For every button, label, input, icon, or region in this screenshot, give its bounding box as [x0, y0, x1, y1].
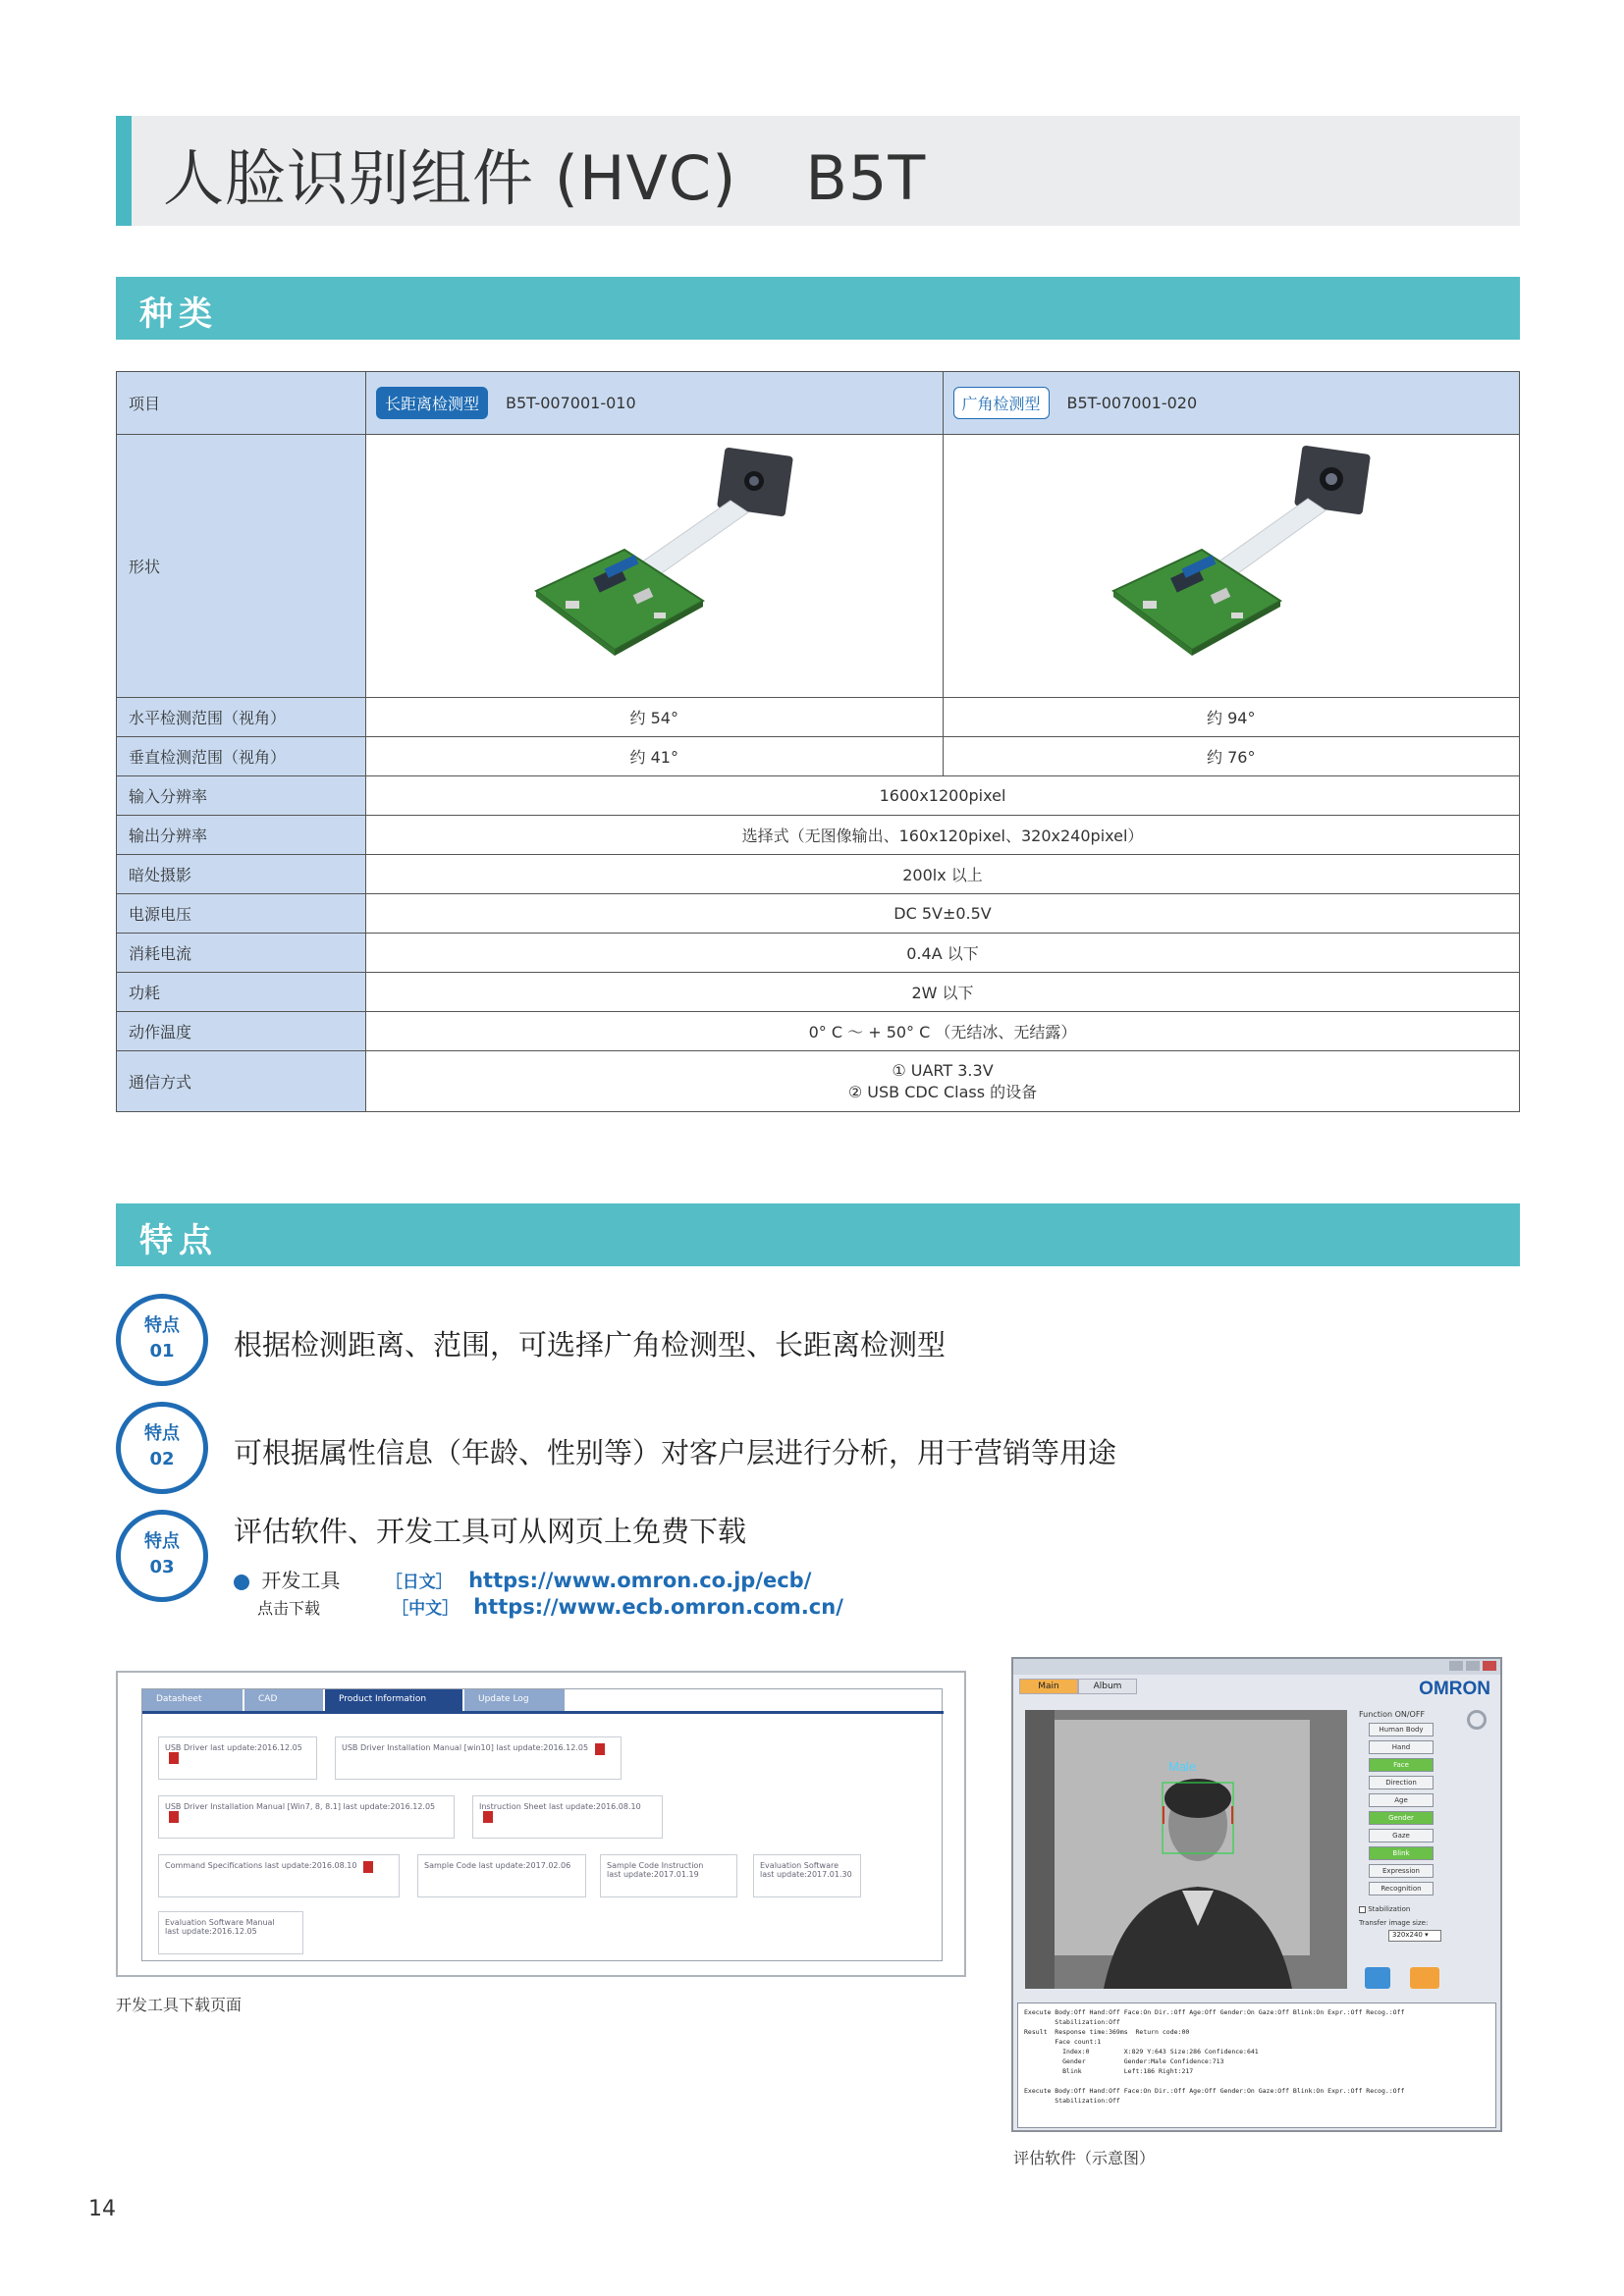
spec-row	[117, 894, 1520, 934]
download-item-name: USB Driver Installation Manual [win10]	[342, 1743, 494, 1752]
download-item-date: last update:2017.02.06	[478, 1861, 571, 1870]
spec-value-col1: 约 41°	[366, 737, 944, 776]
feature-badge-label: 特点	[144, 1531, 180, 1552]
wide-angle-model: B5T-007001-020	[1066, 394, 1198, 412]
pdf-icon	[169, 1752, 179, 1764]
spec-shape-row	[117, 435, 1520, 698]
bullet-icon	[234, 1575, 249, 1590]
spec-value: 0.4A 以下	[366, 934, 1520, 973]
fn-gaze-button[interactable]: Gaze	[1369, 1829, 1434, 1842]
page-number: 14	[88, 2197, 116, 2221]
feature-badge	[116, 1402, 208, 1494]
tab-datasheet[interactable]: Datasheet	[142, 1689, 244, 1711]
camera-image	[1025, 1710, 1347, 1989]
comm-line-2: ② USB CDC Class 的设备	[847, 1082, 1038, 1101]
spec-label: 动作温度	[117, 1012, 366, 1051]
minimize-icon[interactable]	[1449, 1661, 1463, 1671]
spec-row	[117, 973, 1520, 1012]
download-item-name: Evaluation Software Manual	[165, 1918, 275, 1927]
page-title-name: 人脸识别组件 (HVC)	[163, 142, 737, 214]
download-tag-cn: ［中文］	[392, 1599, 460, 1619]
spec-shape-col1	[366, 435, 944, 698]
spec-label: 垂直检测范围（视角）	[117, 737, 366, 776]
download-item[interactable]	[158, 1736, 317, 1780]
stabilization-checkbox[interactable]	[1359, 1906, 1366, 1913]
long-range-badge: 长距离检测型	[376, 387, 488, 419]
download-item-date: last update:2016.08.10	[549, 1802, 641, 1811]
tab-main[interactable]: Main	[1019, 1679, 1078, 1694]
pdf-icon	[595, 1743, 605, 1755]
fn-recognition-button[interactable]: Recognition	[1369, 1882, 1434, 1896]
download-tag-jp: ［日文］	[385, 1573, 453, 1592]
stabilization-label: Stabilization	[1368, 1905, 1411, 1913]
feature-text: 可根据属性信息（年龄、性别等）对客户层进行分析，用于营销等用途	[234, 1436, 1117, 1469]
spec-row-hfov	[117, 698, 1520, 737]
spec-label: 通信方式	[117, 1051, 366, 1112]
spec-label: 输入分辨率	[117, 776, 366, 816]
spec-row	[117, 816, 1520, 855]
download-item-name: USB Driver	[165, 1743, 208, 1752]
download-item[interactable]	[753, 1854, 861, 1897]
comm-line-1: ① UART 3.3V	[892, 1060, 994, 1080]
download-item-date: last update:2016.08.10	[264, 1861, 357, 1870]
tab-cad[interactable]: CAD	[244, 1689, 325, 1711]
settings-icon[interactable]	[1467, 1710, 1487, 1730]
download-item[interactable]	[158, 1911, 303, 1954]
section-types	[116, 277, 1520, 340]
section-types-title: 种类	[139, 294, 218, 334]
fn-expression-button[interactable]: Expression	[1369, 1864, 1434, 1878]
wide-angle-badge: 广角检测型	[953, 387, 1050, 419]
spec-label: 暗处摄影	[117, 855, 366, 894]
download-item-name: Command Specifications	[165, 1861, 263, 1870]
eval-software-screenshot	[1011, 1657, 1502, 2132]
download-item-date: last update:2016.12.05	[343, 1802, 436, 1811]
fn-blink-button[interactable]: Blink	[1369, 1846, 1434, 1860]
download-item-date: last update:2016.12.05	[496, 1743, 589, 1752]
dev-tool-panel	[141, 1688, 943, 1961]
feature-badge	[116, 1510, 208, 1602]
page-title	[163, 130, 926, 217]
spec-value: DC 5V±0.5V	[366, 894, 1520, 934]
function-title: Function ON/OFF	[1359, 1710, 1426, 1719]
spec-value-col1: 约 54°	[366, 698, 944, 737]
spec-row	[117, 855, 1520, 894]
stabilization-option[interactable]	[1359, 1905, 1492, 1913]
fn-gender-button[interactable]: Gender	[1369, 1811, 1434, 1825]
spec-header-row	[117, 372, 1520, 435]
download-item[interactable]	[158, 1795, 455, 1839]
video-icon[interactable]	[1410, 1967, 1439, 1989]
download-item[interactable]	[600, 1854, 737, 1897]
page-title-model: B5T	[805, 142, 927, 214]
spec-table	[116, 371, 1520, 1112]
dev-tool-caption: 开发工具下载页面	[116, 1996, 243, 2014]
spec-value-col2: 约 76°	[943, 737, 1520, 776]
long-range-module-image	[497, 444, 811, 689]
download-item-date: last update:2017.01.19	[607, 1870, 699, 1879]
spec-value-col2: 约 94°	[943, 698, 1520, 737]
title-accent	[116, 116, 132, 226]
fn-hand-button[interactable]: Hand	[1369, 1740, 1434, 1754]
download-line-jp	[234, 1565, 811, 1593]
spec-value: 200lx 以上	[366, 855, 1520, 894]
spec-row	[117, 934, 1520, 973]
download-item-name: Sample Code	[424, 1861, 477, 1870]
download-item-date: last update:2016.12.05	[165, 1927, 257, 1936]
spec-label: 功耗	[117, 973, 366, 1012]
spec-shape-label: 形状	[117, 435, 366, 698]
eval-software-caption: 评估软件（示意图）	[1013, 2149, 1156, 2167]
feature-text: 评估软件、开发工具可从网页上免费下载	[234, 1515, 747, 1548]
download-link-jp[interactable]: https://www.omron.co.jp/ecb/	[468, 1569, 812, 1592]
feature-badge-label: 特点	[144, 1423, 180, 1444]
download-sub: 点击下载	[257, 1599, 321, 1618]
section-features-title: 特点	[139, 1221, 218, 1260]
result-log: Execute Body:Off Hand:Off Face:On Dir.:Off Age:Off Gender:On Gaze:Off Blink:On Expr.:Off Recog.:Off Stabilization:Off Result Response time:369ms Return code:00 Face count:1 Index:0 X:829 Y:643 Size:286 Confidence:641 Gender Gender:Male Confidence:713 Blink Left:186 Right:217 Execute Body:Off Hand:Off Face:On Dir.:Off Age:Off Gender:On Gaze:Off Blink:On Expr.:Off Recog.:Off Stabilization:Off	[1017, 2002, 1496, 2128]
tab-underline	[142, 1711, 944, 1714]
fn-human-body-button[interactable]: Human Body	[1369, 1723, 1434, 1736]
spec-shape-col2	[943, 435, 1520, 698]
fn-face-button[interactable]: Face	[1369, 1758, 1434, 1772]
spec-header-col2	[943, 372, 1520, 435]
spec-value: 0° C ～ + 50° C （无结冰、无结露）	[366, 1012, 1520, 1051]
pdf-icon	[169, 1811, 179, 1823]
tab-update-log[interactable]: Update Log	[464, 1689, 567, 1711]
download-item[interactable]	[158, 1854, 400, 1897]
transfer-size-value: 320x240	[1392, 1931, 1423, 1939]
download-item-name: Evaluation Software	[760, 1861, 839, 1870]
feature-badge	[116, 1294, 208, 1386]
spec-label: 电源电压	[117, 894, 366, 934]
dev-tool-tabs	[142, 1689, 567, 1711]
download-item-name: Sample Code Instruction	[607, 1861, 704, 1870]
camera-icon[interactable]	[1365, 1967, 1390, 1989]
download-label: 开发工具	[261, 1569, 341, 1592]
pdf-icon	[483, 1811, 493, 1823]
gender-overlay-label: Male	[1168, 1759, 1197, 1774]
tab-product-information[interactable]: Product Information	[325, 1689, 464, 1711]
fn-direction-button[interactable]: Direction	[1369, 1776, 1434, 1789]
spec-header-col1	[366, 372, 944, 435]
spec-value: 选择式（无图像输出、160x120pixel、320x240pixel）	[366, 816, 1520, 855]
spec-value: 1600x1200pixel	[366, 776, 1520, 816]
download-item-name: Instruction Sheet	[479, 1802, 547, 1811]
spec-label: 水平检测范围（视角）	[117, 698, 366, 737]
close-icon[interactable]	[1483, 1661, 1496, 1671]
window-controls	[1449, 1661, 1496, 1671]
spec-label: 消耗电流	[117, 934, 366, 973]
download-item[interactable]	[335, 1736, 622, 1780]
window-titlebar	[1013, 1659, 1500, 1675]
app-tabs	[1019, 1679, 1137, 1694]
camera-view	[1025, 1710, 1347, 1989]
spec-label: 输出分辨率	[117, 816, 366, 855]
feature-badge-label: 特点	[144, 1315, 180, 1336]
transfer-size-select[interactable]: 320x240 ▾	[1388, 1930, 1441, 1942]
function-panel	[1359, 1710, 1492, 1997]
tab-album[interactable]: Album	[1078, 1679, 1137, 1694]
feature-badge-num: 02	[149, 1449, 175, 1469]
download-line-cn	[257, 1594, 843, 1619]
feature-text: 根据检测距离、范围，可选择广角检测型、长距离检测型	[234, 1328, 947, 1362]
spec-row	[117, 1012, 1520, 1051]
fn-age-button[interactable]: Age	[1369, 1793, 1434, 1807]
download-item-date: last update:2017.01.30	[760, 1870, 852, 1879]
download-item[interactable]	[417, 1854, 586, 1897]
download-item-name: USB Driver Installation Manual [Win7, 8, 8.1]	[165, 1802, 341, 1811]
feature-badge-num: 03	[149, 1557, 175, 1577]
wide-angle-module-image	[1074, 444, 1388, 689]
long-range-model: B5T-007001-010	[506, 394, 636, 412]
spec-row	[117, 776, 1520, 816]
download-item-date: last update:2016.12.05	[210, 1743, 302, 1752]
download-link-cn[interactable]: https://www.ecb.omron.com.cn/	[473, 1595, 843, 1619]
section-features	[116, 1203, 1520, 1266]
spec-value: 2W 以下	[366, 973, 1520, 1012]
spec-header-label: 项目	[117, 372, 366, 435]
spec-value-comm	[366, 1051, 1520, 1112]
omron-logo: OMRON	[1419, 1679, 1490, 1699]
dev-tool-screenshot	[116, 1671, 966, 1977]
feature-badge-num: 01	[149, 1341, 175, 1362]
pdf-icon	[363, 1861, 373, 1873]
download-item[interactable]	[472, 1795, 663, 1839]
maximize-icon[interactable]	[1466, 1661, 1480, 1671]
spec-row-comm	[117, 1051, 1520, 1112]
transfer-label: Transfer image size:	[1359, 1919, 1429, 1927]
spec-row-vfov	[117, 737, 1520, 776]
